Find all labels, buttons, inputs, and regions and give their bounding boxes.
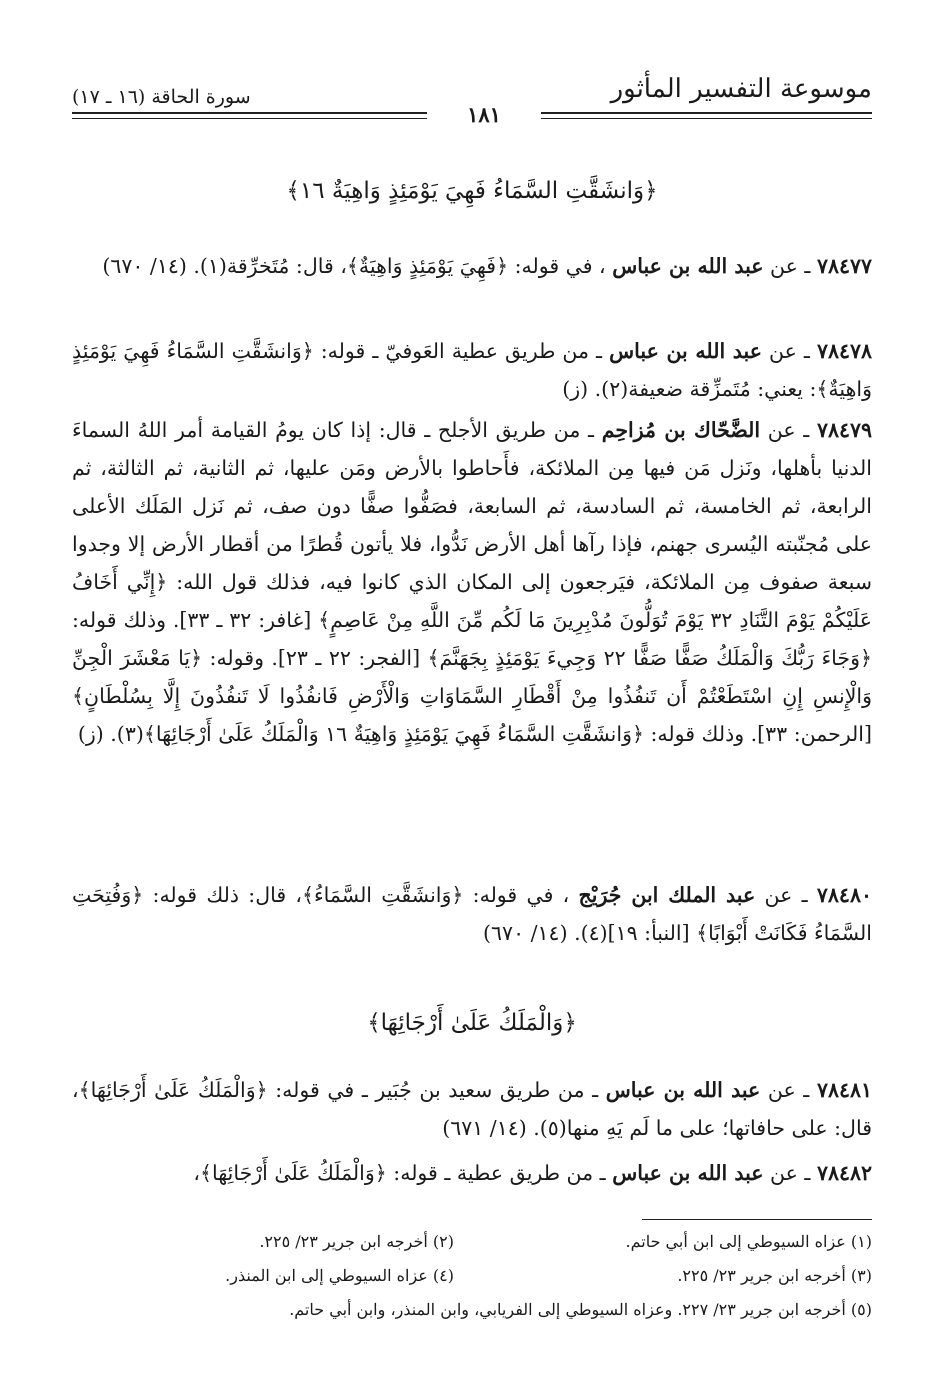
entry-number: ٧٨٤٧٨ <box>816 339 872 363</box>
header-rule-right-top <box>541 112 872 114</box>
entry-text: ـ من طريق سعيد بن جُبَير ـ في قوله: ﴿وَالْمَلَكُ عَلَىٰ أَرْجَائِهَا﴾، قال: على حافاتها؛ على ما لَم يَهِ منها(٥). (١٤/ ٦٧١) <box>72 1078 872 1140</box>
footnote-separator <box>642 1219 872 1220</box>
header-rule-left-bottom <box>72 118 427 119</box>
ayah-heading: ﴿وَالْمَلَكُ عَلَىٰ أَرْجَائِهَا﴾ <box>367 1010 577 1036</box>
narration-entry: ٧٨٤٨٠ ـ عن عبد الملك ابن جُرَيْج ، في قوله: ﴿وَانشَقَّتِ السَّمَاءُ﴾، قال: ذلك قوله: ﴿وَفُتِحَتِ السَّمَاءُ فَكَانَتْ أَبْوَابًا﴾ [النبأ: ١٩](٤). (١٤/ ٦٧٠) <box>72 883 872 945</box>
entry-number: ٧٨٤٨٢ <box>816 1161 872 1185</box>
book-title: موسوعة التفسير المأثور <box>610 74 872 104</box>
narrator-name: عبد الملك ابن جُرَيْج <box>578 883 756 907</box>
entry-number: ٧٨٤٨١ <box>816 1078 872 1102</box>
narrator-name: الضَّحّاك بن مُزاحِم <box>601 418 761 442</box>
footnote-2: (٢) أخرجه ابن جرير ٢٣/ ٢٢٥. <box>259 1232 454 1251</box>
page-number: ١٨١ <box>467 102 501 127</box>
narrator-name: عبد الله بن عباس <box>612 254 764 278</box>
narrator-name: عبد الله بن عباس <box>605 1078 761 1102</box>
narrator-name: عبد الله بن عباس <box>609 339 762 363</box>
entry-text: ـ من طريق الأجلح ـ قال: إذا كان يومُ القيامة أمر اللهُ السماءَ الدنيا بأهلها، ونَزل مَن فيها مِن الملائكة، فأَحاطوا بالأرض ومَن عليها، ثم الثانية، ثم الثالثة، ثم الرابعة، ثم الخامسة، ثم السادسة، ثم السابعة، فصَفُّوا صفًّا دون صف، ثم نَزل المَلَك الأعلى على مُجنّبته اليُسرى جهنم، فإذا رآها أهل الأرض نَدُّوا، فلا يأتون قُطرًا من أقطار الأرض إلا وجدوا سبعة صفوف مِن الملائكة، فيَرجعون إلى المكان الذي كانوا فيه، فذلك قول الله: ﴿إِنِّي أَخَافُ عَلَيْكُمْ يَوْمَ التَّنَادِ ٣٢ يَوْمَ تُوَلُّونَ مُدْبِرِينَ مَا لَكُم مِّنَ اللَّهِ مِنْ عَاصِمٍ﴾ [غافر: ٣٢ ـ ٣٣]. وذلك قوله: ﴿وَجَاءَ رَبُّكَ وَالْمَلَكُ صَفًّا صَفًّا ٢٢ وَجِيءَ يَوْمَئِذٍ بِجَهَنَّمَ﴾ [الفجر: ٢٢ ـ ٢٣]. وقوله: ﴿يَا مَعْشَرَ الْجِنِّ وَالْإِنسِ إِنِ اسْتَطَعْتُمْ أَن تَنفُذُوا مِنْ أَقْطَارِ السَّمَاوَاتِ وَالْأَرْضِ فَانفُذُوا لَا تَنفُذُونَ إِلَّا بِسُلْطَانٍ﴾ [الرحمن: ٣٣]. وذلك قوله: ﴿وَانشَقَّتِ السَّمَاءُ فَهِيَ يَوْمَئِذٍ وَاهِيَةٌ ١٦ وَالْمَلَكُ عَلَىٰ أَرْجَائِهَا﴾(٣). (ز) <box>72 418 872 746</box>
footnote-3: (٣) أخرجه ابن جرير ٢٣/ ٢٢٥. <box>677 1266 872 1285</box>
footnote-4: (٤) عزاه السيوطي إلى ابن المنذر. <box>225 1266 454 1285</box>
narration-entry: ٧٨٤٧٩ ـ عن الضَّحّاك بن مُزاحِم ـ من طريق الأجلح ـ قال: إذا كان يومُ القيامة أمر اللهُ السماءَ الدنيا بأهلها، ونَزل مَن فيها مِن الملائكة، فأَحاطوا بالأرض ومَن عليها، ثم الثانية، ثم الثالثة، ثم الرابعة، ثم الخامسة، ثم السادسة، ثم السابعة، فصَفُّوا صفًّا دون صف، ثم نَزل المَلَك الأعلى على مُجنّبته اليُسرى جهنم، فإذا رآها أهل الأرض نَدُّوا، فلا يأتون قُطرًا من أقطار الأرض إلا وجدوا سبعة صفوف مِن الملائكة، فيَرجعون إلى المكان الذي كانوا فيه، فذلك قول الله: ﴿إِنِّي أَخَافُ عَلَيْكُمْ يَوْمَ التَّنَادِ ٣٢ يَوْمَ تُوَلُّونَ مُدْبِرِينَ مَا لَكُم مِّنَ اللَّهِ مِنْ عَاصِمٍ﴾ [غافر: ٣٢ ـ ٣٣]. وذلك قوله: ﴿وَجَاءَ رَبُّكَ وَالْمَلَكُ صَفًّا صَفًّا ٢٢ وَجِيءَ يَوْمَئِذٍ بِجَهَنَّمَ﴾ [الفجر: ٢٢ ـ ٢٣]. وقوله: ﴿يَا مَعْشَرَ الْجِنِّ وَالْإِنسِ إِنِ اسْتَطَعْتُمْ أَن تَنفُذُوا مِنْ أَقْطَارِ السَّمَاوَاتِ وَالْأَرْضِ فَانفُذُوا لَا تَنفُذُونَ إِلَّا بِسُلْطَانٍ﴾ [الرحمن: ٣٣]. وذلك قوله: ﴿وَانشَقَّتِ السَّمَاءُ فَهِيَ يَوْمَئِذٍ وَاهِيَةٌ ١٦ وَالْمَلَكُ عَلَىٰ أَرْجَائِهَا﴾(٣). (ز) <box>72 418 872 746</box>
entry-text: ، في قوله: ﴿فَهِيَ يَوْمَئِذٍ وَاهِيَةٌ﴾، قال: مُتَخرِّقة(١). (١٤/ ٦٧٠) <box>102 254 606 278</box>
entry-text: ـ من طريق عطية ـ قوله: ﴿وَالْمَلَكُ عَلَىٰ أَرْجَائِهَا﴾، <box>193 1161 606 1185</box>
surah-reference: سورة الحاقة (١٦ ـ ١٧) <box>72 86 251 108</box>
footnote-1: (١) عزاه السيوطي إلى ابن أبي حاتم. <box>625 1232 872 1251</box>
ayah-heading: ﴿وَانشَقَّتِ السَّمَاءُ فَهِيَ يَوْمَئِذٍ وَاهِيَةٌ ١٦﴾ <box>286 178 658 204</box>
narration-entry: ٧٨٤٨١ ـ عن عبد الله بن عباس ـ من طريق سعيد بن جُبَير ـ في قوله: ﴿وَالْمَلَكُ عَلَىٰ أَرْجَائِهَا﴾، قال: على حافاتها؛ على ما لَم يَهِ منها(٥). (١٤/ ٦٧١) <box>72 1078 872 1140</box>
entry-number: ٧٨٤٧٩ <box>816 418 872 442</box>
narration-entry: ٧٨٤٧٨ ـ عن عبد الله بن عباس ـ من طريق عطية العَوفيّ ـ قوله: ﴿وَانشَقَّتِ السَّمَاءُ فَهِيَ يَوْمَئِذٍ وَاهِيَةٌ﴾: يعني: مُتَمزِّقة ضعيفة(٢). (ز) <box>72 339 872 401</box>
narrator-name: عبد الله بن عباس <box>612 1161 764 1185</box>
header-rule-left-top <box>72 112 427 114</box>
entry-text: ، في قوله: ﴿وَانشَقَّتِ السَّمَاءُ﴾، قال: ذلك قوله: ﴿وَفُتِحَتِ السَّمَاءُ فَكَانَتْ أَبْوَابًا﴾ [النبأ: ١٩](٤). (١٤/ ٦٧٠) <box>72 883 872 945</box>
narration-entry: ٧٨٤٨٢ ـ عن عبد الله بن عباس ـ من طريق عطية ـ قوله: ﴿وَالْمَلَكُ عَلَىٰ أَرْجَائِهَا﴾، <box>193 1161 872 1185</box>
narration-entry: ٧٨٤٧٧ ـ عن عبد الله بن عباس ، في قوله: ﴿فَهِيَ يَوْمَئِذٍ وَاهِيَةٌ﴾، قال: مُتَخرِّقة(١). (١٤/ ٦٧٠) <box>102 254 872 278</box>
entry-text: ـ من طريق عطية العَوفيّ ـ قوله: ﴿وَانشَقَّتِ السَّمَاءُ فَهِيَ يَوْمَئِذٍ وَاهِيَةٌ﴾: يعني: مُتَمزِّقة ضعيفة(٢). (ز) <box>72 339 872 401</box>
entry-number: ٧٨٤٧٧ <box>816 254 872 278</box>
entry-number: ٧٨٤٨٠ <box>816 883 872 907</box>
header-rule-right-bottom <box>541 118 872 119</box>
footnote-5: (٥) أخرجه ابن جرير ٢٣/ ٢٢٧. وعزاه السيوطي إلى الفريابي، وابن المنذر، وابن أبي حاتم. <box>289 1300 872 1319</box>
